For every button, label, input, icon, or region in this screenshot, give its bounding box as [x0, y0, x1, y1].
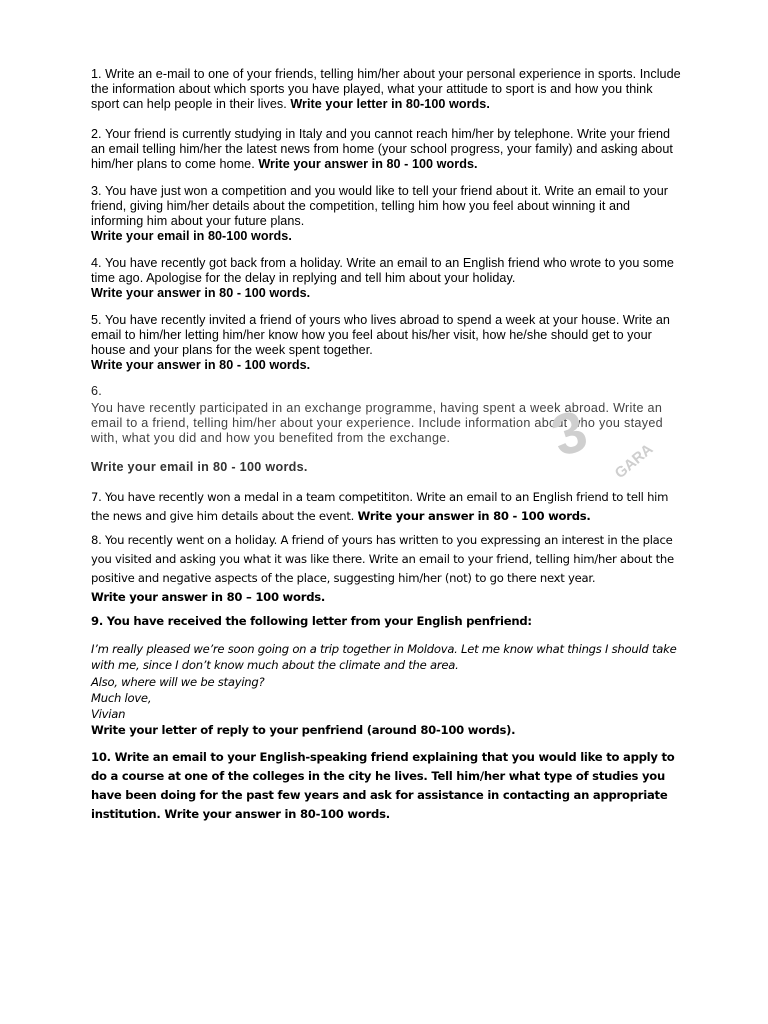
task-2-instruction: Write your answer in 80 - 100 words.	[258, 157, 478, 171]
task-3-instruction: Write your email in 80-100 words.	[91, 229, 292, 243]
task-9-letter-signature: Vivian	[91, 707, 126, 722]
task-8	[91, 531, 683, 607]
task-6-number: 6.	[91, 384, 103, 398]
task-2-text: Your friend is currently studying in Italy and you cannot reach him/her by telephone. Write your friend an email telling him/her the latest news from home (your school progress, your family) and asking about him/her plans to come home.	[91, 127, 673, 171]
task-10-paragraph	[91, 748, 683, 824]
task-5	[91, 313, 683, 373]
task-5-instruction: Write your answer in 80 - 100 words.	[91, 358, 311, 372]
task-7-text: You have recently won a medal in a team competititon. Write an email to an English friend to tell him the news and give him details about the event.	[91, 490, 669, 523]
task-9-intro	[91, 612, 683, 631]
task-2-paragraph	[91, 127, 683, 172]
task-4-paragraph	[91, 256, 683, 286]
task-3	[91, 184, 683, 244]
task-4-text: You have recently got back from a holiday. Write an email to an English friend who wrote to you some time ago. Apologise for the delay in replying and tell him about your holiday.	[91, 256, 674, 285]
task-2	[91, 127, 683, 172]
task-5-number: 5.	[91, 313, 102, 327]
task-10	[91, 748, 683, 824]
task-9-letter	[91, 641, 683, 739]
task-7-instruction: Write your answer in 80 - 100 words.	[357, 509, 591, 523]
task-10-number: 10.	[91, 750, 111, 764]
task-7-paragraph	[91, 488, 683, 526]
task-9-letter-question: Also, where will we be staying?	[91, 674, 265, 689]
task-8-number: 8.	[91, 533, 102, 547]
task-9-letter-closing: Much love,	[91, 690, 152, 705]
task-9-instruction: Write your letter of reply to your penfriend (around 80-100 words).	[91, 723, 516, 738]
task-10-text: Write an email to your English-speaking friend explaining that you would like to apply to do a course at one of the colleges in the city he lives. Tell him/her what type of studies you have been doing for the past few years and ask for assistance in contacting an appropriate institution.	[91, 750, 675, 821]
task-1-number: 1.	[91, 67, 102, 81]
task-7	[91, 488, 683, 526]
task-9	[91, 612, 683, 739]
task-7-number: 7.	[91, 490, 102, 504]
task-3-paragraph	[91, 184, 683, 229]
task-9-number: 9.	[91, 614, 103, 628]
task-9-letter-body: I’m really pleased we’re soon going on a trip together in Moldova. Let me know what things I should take with me, since I don’t know much about the climate and the area.	[91, 642, 677, 673]
watermark-stamp	[520, 395, 680, 485]
task-10-instruction: Write your answer in 80-100 words.	[164, 807, 390, 821]
task-3-text: You have just won a competition and you would like to tell your friend about it. Write an email to your friend, giving him/her details about the competition, telling him how you feel about winning it and informing him about your future plans.	[91, 184, 669, 228]
task-1-instruction: Write your letter in 80-100 words.	[290, 97, 490, 111]
task-4-instruction: Write your answer in 80 - 100 words.	[91, 286, 311, 300]
watermark-glyph: 3	[543, 397, 595, 470]
task-6-text: You have recently participated in an exchange programme, having spent a week abroad. Write an email to a friend, telling him/her about your experience. Include information about who you stayed with, what you did and how you benefited from the exchange.	[91, 401, 663, 445]
task-5-text: You have recently invited a friend of yours who lives abroad to spend a week at your house. Write an email to him/her letting him/her know how you feel about his/her visit, how he/she should get to your house and your plans for the week spent together.	[91, 313, 670, 357]
task-8-instruction: Write your answer in 80 – 100 words.	[91, 590, 326, 604]
task-3-number: 3.	[91, 184, 102, 198]
task-9-intro-text: You have received the following letter from your English penfriend:	[106, 614, 532, 628]
task-1	[91, 67, 683, 112]
watermark-stamp-text: GARA	[611, 440, 657, 483]
task-8-text: You recently went on a holiday. A friend of yours has written to you expressing an interest in the place you visited and asking you what it was like there. Write an email to your friend, telling him/her about the positive and negative aspects of the place, suggesting him/her (not) to go there next year.	[91, 533, 674, 585]
task-8-paragraph	[91, 531, 683, 588]
task-1-paragraph	[91, 67, 683, 112]
task-6-instruction: Write your email in 80 - 100 words.	[91, 460, 308, 474]
task-5-paragraph	[91, 313, 683, 358]
task-4	[91, 256, 683, 301]
task-4-number: 4.	[91, 256, 102, 270]
task-1-text: Write an e-mail to one of your friends, telling him/her about your personal experience in sports. Include the information about which sports you have played, what your attitude to sport is and how you think sport can help people in their lives.	[91, 67, 681, 111]
task-2-number: 2.	[91, 127, 102, 141]
